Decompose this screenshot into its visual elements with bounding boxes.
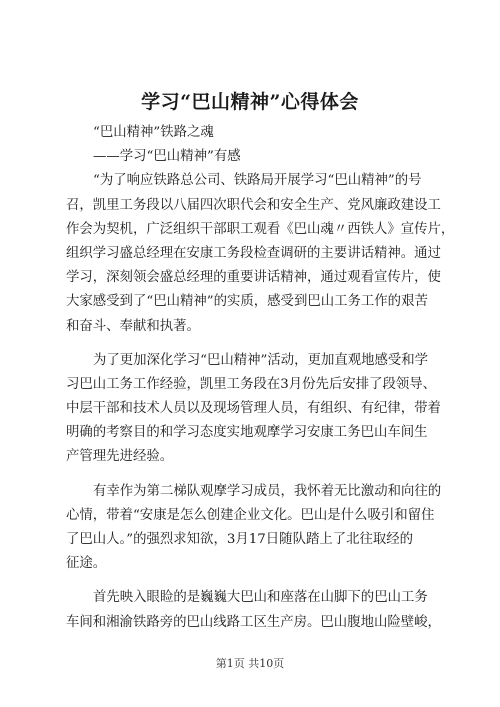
paragraph: [66, 169, 455, 338]
text-line: 首先映入眼睑的是巍巍大巴山和座落在山脚下的巴山工务: [93, 590, 428, 606]
text-line: 车间和湘渝铁路旁的巴山线路工区生产房。巴山腹地山险壁峻，: [66, 614, 441, 630]
text-line: 为了更加深化学习“巴山精神”活动，更加直观地感受和学: [93, 352, 429, 368]
page-footer: 第1页 共10页: [215, 657, 285, 670]
text-line: “为了响应铁路总公司、铁路局开展学习“巴山精神”的号: [93, 173, 422, 189]
document-title: 学习“巴山精神”心得体会: [141, 91, 359, 113]
subtitle-line: “巴山精神”铁路之魂: [93, 125, 214, 140]
text-line: 明确的考察目的和学习态度实地观摩学习安康工务巴山车间生: [66, 425, 428, 441]
text-line: 征途。: [66, 556, 107, 572]
text-line: 和奋斗、奉献和执著。: [66, 318, 200, 334]
paragraph: [66, 586, 446, 634]
text-line: 组织学习盛总经理在安康工务段检查调研的主要讲话精神。通过: [66, 245, 441, 261]
text-line: 心情，带着“安康是怎么创建企业文化。巴山是什么吸引和留住: [66, 507, 435, 523]
text-line: 有幸作为第二梯队观摩学习成员，我怀着无比激动和向往的: [93, 483, 442, 499]
document-body: [66, 121, 455, 635]
text-line: 习巴山工务工作经验，凯里工务段在3月份先后安排了段领导、: [66, 376, 437, 392]
text-line: 了巴山人。”的强烈求知欲，3月17日随队踏上了北往取经的: [66, 532, 414, 547]
text-line: 作会为契机，广泛组织干部职工观看《巴山魂〃西铁人》宣传片，: [66, 221, 455, 237]
paragraph: [66, 480, 446, 577]
text-line: 召，凯里工务段以八届四次职代会和安全生产、党风廉政建设工: [66, 197, 441, 213]
text-line: 中层干部和技术人员以及现场管理人员，有组织、有纪律，带着: [66, 401, 441, 417]
paragraph: [66, 349, 446, 470]
text-line: 产管理先进经验。: [66, 449, 174, 465]
subtitle-line: ——学习“巴山精神”有感: [93, 149, 241, 165]
text-line: 大家感受到了“巴山精神”的实质，感受到巴山工务工作的艰苦: [66, 294, 428, 310]
text-line: 学习，深刻领会盛总经理的重要讲话精神，通过观看宣传片，使: [66, 270, 441, 286]
